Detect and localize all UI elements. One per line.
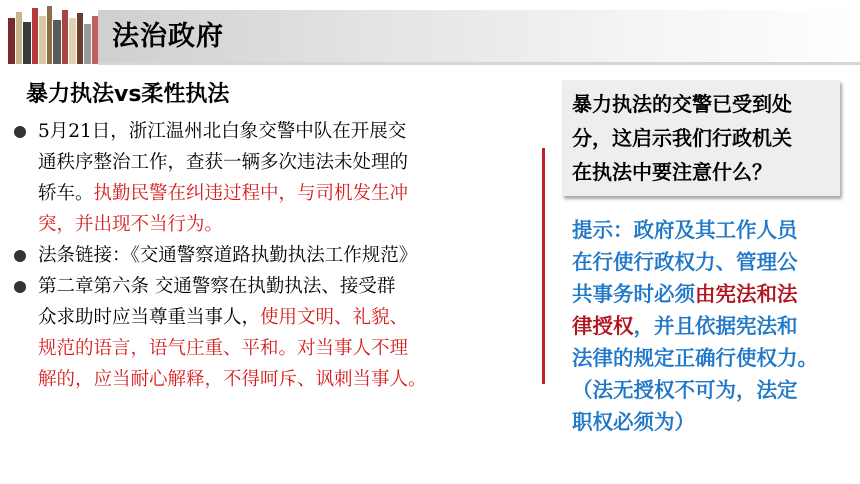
hint-line-4 [572, 310, 818, 342]
hint-line-7: 职权必须为） [572, 410, 695, 434]
law-link-bullet [10, 240, 535, 271]
hint-line-4-blue: ，并且依据宪法和 [633, 314, 798, 338]
law-link-line: 法条链接：《交通警察道路执勤执法工作规范》 [38, 245, 418, 266]
section-subheading: 暴力执法vs柔性执法 [26, 82, 230, 107]
bullet-dot-icon [14, 126, 26, 138]
article-line-3: 规范的语言，语气庄重、平和。对当事人不理 [38, 338, 409, 359]
case-line-3-black: 轿车。 [38, 183, 94, 204]
vertical-divider [542, 148, 545, 384]
bullet-dot-icon [14, 281, 26, 293]
hint-line-3-blue: 共事务时必须 [572, 282, 695, 306]
case-line-2: 通秩序整治工作，查获一辆多次违法未处理的 [38, 152, 409, 173]
hint-line-5: 法律的规定正确行使权力。 [572, 346, 818, 370]
question-line-3: 在执法中要注意什么？ [572, 160, 772, 184]
hint-line-4-red: 律授权 [572, 314, 634, 338]
case-line-1: 5月21日，浙江温州北白象交警中队在开展交 [38, 121, 407, 142]
article-line-4: 解的，应当耐心解释，不得呵斥、讽刺当事人。 [38, 369, 427, 390]
article-line-2 [38, 302, 535, 333]
page-title: 法治政府 [112, 21, 224, 52]
hint-line-1: 提示：政府及其工作人员 [572, 218, 798, 242]
hint-text [572, 214, 818, 438]
hint-line-3 [572, 278, 818, 310]
books-icon [6, 4, 100, 64]
article-line-1: 第二章第六条 交通警察在执勤执法、接受群 [38, 276, 396, 297]
case-line-4: 突，并出现不当行为。 [38, 214, 224, 235]
article-line-2-red: 使用文明、礼貌、 [260, 307, 409, 328]
law-article-bullet [10, 271, 535, 395]
bullet-dot-icon [14, 250, 26, 262]
question-line-1: 暴力执法的交警已受到处 [572, 92, 792, 116]
hint-line-3-red: 由宪法和法 [695, 282, 798, 306]
slide-header [0, 0, 860, 66]
question-line-2: 分，这启示我们行政机关 [572, 126, 792, 150]
hint-line-2: 在行使行政权力、管理公 [572, 250, 798, 274]
article-line-2-black: 众求助时应当尊重当事人， [38, 307, 261, 328]
case-content [10, 116, 535, 395]
case-bullet [10, 116, 535, 240]
question-box [562, 80, 840, 196]
title-underline [98, 62, 860, 65]
case-line-3-red: 执勤民警在纠违过程中，与司机发生冲 [93, 183, 409, 204]
hint-line-6: （法无授权不可为，法定 [572, 378, 798, 402]
case-line-3 [38, 178, 535, 209]
